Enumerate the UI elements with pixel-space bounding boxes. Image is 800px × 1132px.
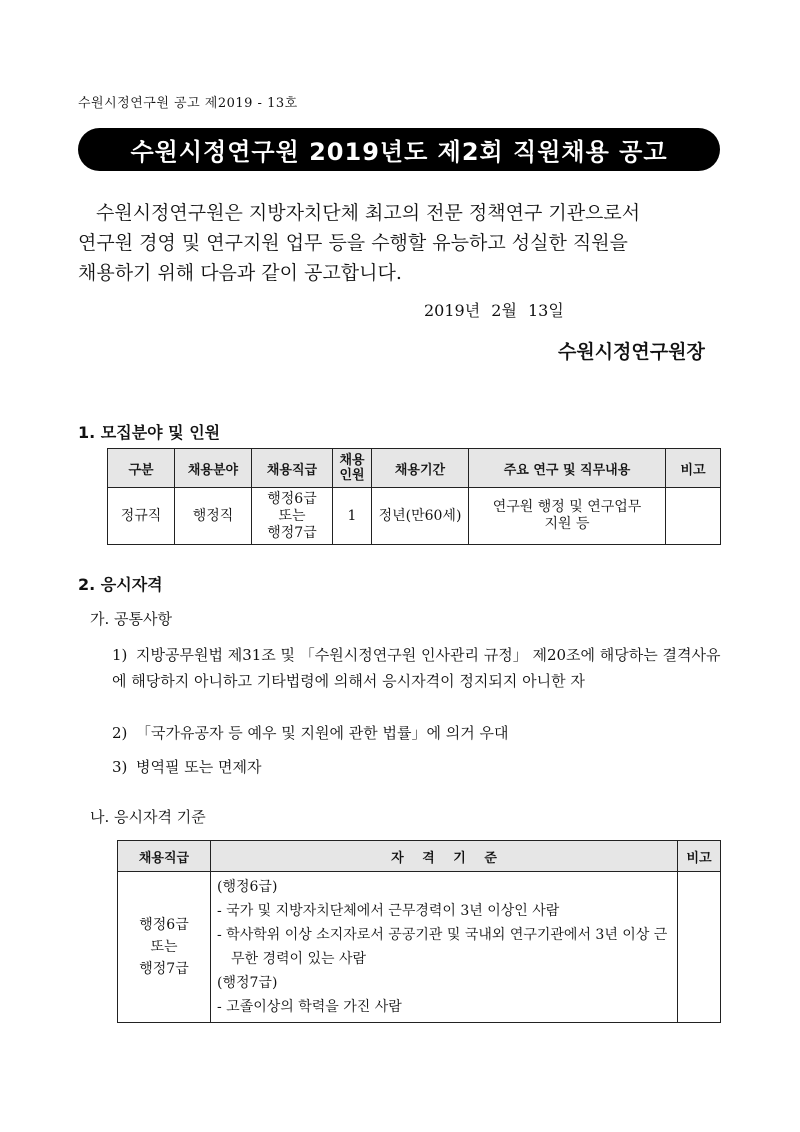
grade6-item: - 학사학위 이상 소지자로서 공공기관 및 국내외 연구기관에서 3년 이상 근무한 경력이 있는 사람 xyxy=(217,927,668,967)
table-row xyxy=(118,872,721,1023)
item-text: 지방공무원법 제31조 및 「수원시정연구원 인사관리 규정」 제20조에 해당하는 결격사유에 해당하지 아니하고 기타법령에 의해서 응시자격이 정지되지 아니한 자 xyxy=(112,646,721,690)
intro-line-1: 수원시정연구원은 지방자치단체 최고의 전문 정책연구 기관으로서 xyxy=(96,202,641,224)
cell-count: 1 xyxy=(333,488,372,545)
section-1-heading: 1. 모집분야 및 인원 xyxy=(78,423,221,442)
grade7-item: - 고졸이상의 학력을 가진 사람 xyxy=(217,999,402,1015)
table-row xyxy=(108,488,721,545)
grade6-label: (행정6급) xyxy=(217,879,278,895)
intro-line-2: 연구원 경영 및 연구지원 업무 등을 수행할 유능하고 성실한 직원을 xyxy=(78,232,628,254)
col-header-criteria: 자 격 기 준 xyxy=(211,841,678,872)
notice-number: 수원시정연구원 공고 제2019 - 13호 xyxy=(78,96,298,111)
col-header-category: 구분 xyxy=(108,449,175,488)
item-number: 1) xyxy=(112,646,128,664)
list-item xyxy=(112,754,724,780)
item-text: 병역필 또는 면제자 xyxy=(136,758,262,776)
col-header-note: 비고 xyxy=(666,449,721,488)
col-header-field: 채용분야 xyxy=(175,449,252,488)
grade6-item: - 국가 및 지방자치단체에서 근무경력이 3년 이상인 사람 xyxy=(217,903,560,919)
item-number: 2) xyxy=(112,724,128,742)
cell-note xyxy=(666,488,721,545)
title-banner xyxy=(78,128,720,171)
cell-field: 행정직 xyxy=(175,488,252,545)
table-header-row xyxy=(118,841,721,872)
col-header-grade: 채용직급 xyxy=(118,841,211,872)
intro-paragraph xyxy=(78,198,720,288)
item-number: 3) xyxy=(112,758,128,776)
subsection-criteria-heading: 나. 응시자격 기준 xyxy=(90,808,206,826)
cell-duties: 연구원 행정 및 연구업무 지원 등 xyxy=(469,488,666,545)
col-header-note: 비고 xyxy=(678,841,721,872)
table-header-row xyxy=(108,449,721,488)
issuer-name: 수원시정연구원장 xyxy=(558,341,705,363)
grade7-label: (행정7급) xyxy=(217,975,278,991)
item-text: 「국가유공자 등 예우 및 지원에 관한 법률」에 의거 우대 xyxy=(136,724,509,742)
page-title: 수원시정연구원 2019년도 제2회 직원채용 공고 xyxy=(130,138,668,166)
intro-line-3: 채용하기 위해 다음과 같이 공고합니다. xyxy=(78,262,402,284)
col-header-duties: 주요 연구 및 직무내용 xyxy=(469,449,666,488)
list-item xyxy=(112,720,724,746)
cell-criteria xyxy=(211,872,678,1023)
col-header-period: 채용기간 xyxy=(372,449,469,488)
subsection-common-heading: 가. 공통사항 xyxy=(90,610,172,628)
cell-period: 정년(만60세) xyxy=(372,488,469,545)
section-2-heading: 2. 응시자격 xyxy=(78,575,163,594)
col-header-count: 채용 인원 xyxy=(333,449,372,488)
col-header-grade: 채용직급 xyxy=(252,449,333,488)
notice-date: 2019년 2월 13일 xyxy=(424,301,564,320)
qualification-table xyxy=(117,840,721,1023)
cell-note xyxy=(678,872,721,1023)
cell-grade: 행정6급 또는 행정7급 xyxy=(118,872,211,1023)
list-item xyxy=(112,642,724,694)
cell-grade: 행정6급 또는 행정7급 xyxy=(252,488,333,545)
recruitment-table xyxy=(107,448,721,545)
cell-category: 정규직 xyxy=(108,488,175,545)
